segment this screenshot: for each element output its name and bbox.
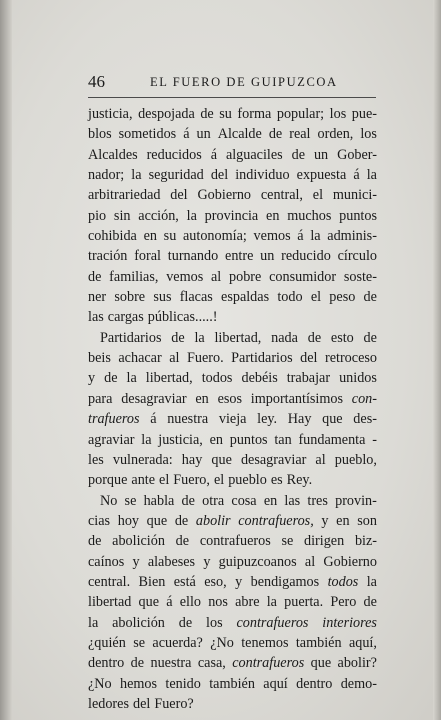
running-title: EL FUERO DE GUIPUZCOA (150, 75, 338, 89)
text-line (88, 389, 377, 409)
word: porque (88, 472, 128, 489)
word: está (173, 573, 196, 590)
word: orden, (317, 126, 354, 143)
word: y (203, 553, 211, 570)
word: puntos (339, 207, 377, 224)
word: hay (181, 451, 203, 468)
word: Fuero. (186, 350, 224, 367)
word: tenido (165, 675, 201, 692)
word: sus (153, 289, 172, 306)
word: abre (235, 594, 260, 611)
word: puntos (229, 431, 268, 448)
word: los (206, 614, 223, 631)
word: guipuzcoanos (218, 553, 297, 570)
word: su (163, 228, 177, 245)
word: demo- (340, 675, 377, 692)
word: se (281, 533, 294, 550)
word: de (307, 329, 322, 346)
word: esto (330, 329, 354, 346)
word: Bien (138, 573, 166, 590)
word: pobre (229, 268, 262, 285)
word: la (88, 614, 99, 631)
text-line (88, 348, 377, 368)
word: importantísimos (250, 390, 343, 407)
text-line (88, 307, 377, 327)
word: se (124, 492, 137, 509)
word: pueblo (228, 472, 267, 489)
word: de (181, 492, 195, 509)
word: reducidos (146, 146, 202, 163)
word: la (366, 167, 377, 184)
word: un (313, 146, 329, 163)
word: esos (217, 390, 242, 407)
word: arbitrariedad (88, 187, 161, 204)
word: justicia, (158, 431, 203, 448)
word: pio (88, 207, 107, 224)
word: ledores (88, 695, 129, 712)
word: también (209, 675, 255, 692)
word: á (353, 167, 360, 184)
word: adminis- (327, 228, 377, 245)
text-line (88, 470, 377, 490)
word: sometidos (118, 126, 177, 143)
word: Partidarios (100, 329, 162, 346)
word: achacar (118, 350, 162, 367)
word: autonomía; (183, 228, 247, 245)
text-line (88, 653, 377, 673)
text-line (88, 572, 377, 592)
word: sobre (114, 289, 146, 306)
text-line (88, 246, 377, 266)
word: que (322, 411, 343, 428)
word: muchos (287, 207, 332, 224)
word: hoy (117, 512, 139, 529)
text-line (88, 104, 377, 124)
word: retroceso (324, 350, 377, 367)
word: en (209, 431, 223, 448)
word: el (312, 187, 324, 204)
word: munici- (332, 187, 377, 204)
word: del (132, 695, 151, 712)
word: sin (113, 207, 131, 224)
word: desagraviar (121, 390, 187, 407)
word: turnando (167, 248, 219, 265)
word: No (100, 492, 118, 509)
word: contrafueros, (238, 512, 314, 529)
word: en (336, 512, 350, 529)
text-line (88, 145, 377, 165)
word: Gobierno (197, 187, 252, 204)
word: en (143, 228, 157, 245)
word: de (200, 106, 214, 122)
word: dirigen (304, 533, 345, 550)
text-line (88, 185, 377, 205)
text-line (88, 450, 377, 470)
word: á (210, 146, 217, 163)
page-right-edge-shadow (433, 0, 441, 720)
word: abolir? (337, 655, 377, 672)
word: públicas.....! (147, 309, 218, 326)
word: caínos (88, 553, 125, 570)
word: provin- (335, 492, 377, 509)
word: interiores (322, 614, 377, 631)
word: también (295, 634, 342, 651)
word: vulnerada: (112, 451, 173, 468)
word: des- (353, 411, 377, 428)
text-line (88, 226, 377, 246)
word: es (270, 472, 283, 489)
word: de (171, 329, 185, 346)
word: el (213, 472, 225, 489)
word: de (291, 146, 306, 163)
word: unidos (339, 370, 377, 387)
word: aquí (263, 675, 288, 692)
word: dentro (88, 655, 125, 672)
word: nuestra (167, 411, 209, 428)
word: trabajar (286, 370, 331, 387)
word: ¿quién (88, 634, 126, 651)
word: central. (88, 573, 131, 590)
word: habla (143, 492, 175, 509)
word: bendigamos (250, 573, 320, 590)
word: justicia, (88, 106, 133, 122)
word: Rey. (286, 472, 313, 489)
word: otra (202, 492, 225, 509)
word: abolición (112, 614, 165, 631)
word: y (132, 553, 140, 570)
word: Fuero? (154, 695, 194, 712)
word: en (263, 492, 278, 509)
word: nuestra (150, 655, 192, 672)
header-rule (88, 97, 376, 98)
word: que (211, 451, 232, 468)
word: la (310, 228, 321, 245)
text-line (88, 491, 377, 511)
text-line (88, 633, 377, 653)
word: pueblo, (334, 451, 377, 468)
word: soste- (343, 268, 377, 285)
word: todos (201, 370, 233, 387)
word: cias (88, 512, 111, 529)
word: trafueros (88, 411, 140, 428)
word: y (88, 370, 96, 387)
word: que (310, 655, 332, 672)
word: la (366, 573, 377, 590)
word: el (310, 289, 322, 306)
text-line (88, 287, 377, 307)
word: seguridad (148, 167, 204, 184)
word: dentro (296, 675, 333, 692)
word: abolir (195, 512, 231, 529)
word: contrafueros (232, 655, 305, 672)
word: nada (271, 329, 298, 346)
word: del (210, 167, 229, 184)
word: en (195, 390, 209, 407)
word: al (304, 553, 316, 570)
word: para (88, 390, 113, 407)
word: cohibida (88, 228, 137, 245)
word: peso (329, 289, 356, 306)
word: á (166, 594, 173, 611)
word: un (196, 126, 211, 143)
text-line (88, 511, 377, 531)
word: puerta. (284, 594, 324, 611)
word: hemos (120, 675, 158, 692)
word: todos (327, 573, 359, 590)
text-line (88, 592, 377, 612)
word: de (363, 594, 377, 611)
word: alguaciles (225, 146, 283, 163)
word: pue- (351, 106, 377, 122)
word: del (170, 187, 188, 204)
text-line (88, 206, 377, 226)
word: aquí, (348, 634, 377, 651)
word: el (159, 472, 170, 489)
word: popular; (276, 106, 325, 122)
text-line (88, 613, 377, 633)
word: cosa (231, 492, 257, 509)
word: ner (88, 289, 107, 306)
word: y (321, 512, 329, 529)
word: á (297, 228, 304, 245)
word: forma (237, 106, 272, 122)
word: libertad, (214, 329, 262, 346)
text-line (88, 552, 377, 572)
word: blos (88, 126, 112, 143)
word: individuo (235, 167, 290, 184)
word: acuerda? (152, 634, 203, 651)
word: les (88, 451, 104, 468)
word: central, (260, 187, 303, 204)
word: foral (134, 248, 161, 265)
word: de (130, 655, 145, 672)
text-line (88, 328, 377, 348)
word: de (88, 533, 102, 550)
word: provincia (204, 207, 259, 224)
word: los (360, 126, 377, 143)
word: al (211, 268, 222, 285)
word: con- (351, 390, 377, 407)
text-line (88, 409, 377, 429)
word: la (194, 329, 205, 346)
word: su (219, 106, 232, 122)
word: de (178, 614, 193, 631)
word: nos (208, 594, 228, 611)
word: espaldas (221, 289, 270, 306)
word: Partidarios (231, 350, 293, 367)
word: se (133, 634, 146, 651)
word: Hay (287, 411, 312, 428)
word: Pero (330, 594, 357, 611)
word: tenemos (241, 634, 289, 651)
text-line (88, 267, 377, 287)
word: un (260, 248, 275, 265)
page-left-edge-shadow (0, 0, 12, 720)
word: flacas (179, 289, 213, 306)
word: acción, (138, 207, 179, 224)
word: ante (131, 472, 156, 489)
word: libertad, (145, 370, 193, 387)
text-line (88, 674, 377, 694)
word: vemos (166, 268, 204, 285)
word: á (150, 411, 157, 428)
word: abolición (112, 533, 165, 550)
word: que (146, 512, 168, 529)
word: ¿No (88, 675, 112, 692)
body-text (88, 104, 377, 714)
word: despojada (138, 106, 195, 122)
word: libertad (88, 594, 132, 611)
word: alabeses (147, 553, 196, 570)
word: ley. (257, 411, 278, 428)
text-line (88, 368, 377, 388)
word: de (175, 533, 190, 550)
word: fundamenta (298, 431, 366, 448)
word: tración (88, 248, 128, 265)
word: la (186, 207, 197, 224)
word: real (289, 126, 311, 143)
word: desagraviar (240, 451, 307, 468)
word: las (284, 492, 301, 509)
word: Gober- (337, 146, 377, 163)
word: - (372, 431, 377, 448)
word: círculo (337, 248, 377, 265)
word: reducido (281, 248, 331, 265)
word: vemos (253, 228, 291, 245)
word: de (104, 370, 118, 387)
word: Alcaldes (88, 146, 138, 163)
text-line (88, 165, 377, 185)
word: agraviar (88, 431, 135, 448)
text-line (88, 694, 377, 714)
word: cargas (107, 309, 144, 326)
word: vieja (218, 411, 247, 428)
word: Fuero, (173, 472, 210, 489)
word: Alcalde (217, 126, 262, 143)
word: biz- (354, 533, 377, 550)
word: nador; (88, 167, 125, 184)
word: ello (179, 594, 201, 611)
word: expuesta (296, 167, 347, 184)
word: la (126, 370, 137, 387)
word: del (300, 350, 318, 367)
word: al (315, 451, 326, 468)
word: la (131, 167, 142, 184)
word: Gobierno (323, 553, 377, 570)
word: tan (274, 431, 292, 448)
word: la (266, 594, 277, 611)
word: consumidor (269, 268, 337, 285)
word: casa, (197, 655, 226, 672)
word: los (329, 106, 347, 122)
word: contrafueros (199, 533, 271, 550)
word: debéis (241, 370, 278, 387)
word: y (235, 573, 243, 590)
text-line (88, 124, 377, 144)
word: la (141, 431, 152, 448)
word: de (268, 126, 283, 143)
word: todo (277, 289, 303, 306)
text-line (88, 430, 377, 450)
word: á (183, 126, 190, 143)
page-number: 46 (88, 72, 105, 91)
text-line (88, 531, 377, 551)
word: familias, (109, 268, 159, 285)
word: eso, (204, 573, 227, 590)
word: que (138, 594, 160, 611)
word: al (169, 350, 180, 367)
word: de (174, 512, 189, 529)
page-header (88, 72, 378, 94)
word: beis (88, 350, 111, 367)
word: tres (307, 492, 328, 509)
word: ¿No (210, 634, 234, 651)
word: las (88, 309, 104, 326)
word: entre (225, 248, 254, 265)
word: de (88, 268, 102, 285)
word: son (357, 512, 377, 529)
word: de (363, 289, 377, 306)
word: contrafueros (236, 614, 309, 631)
word: en (266, 207, 280, 224)
word: de (363, 329, 377, 346)
